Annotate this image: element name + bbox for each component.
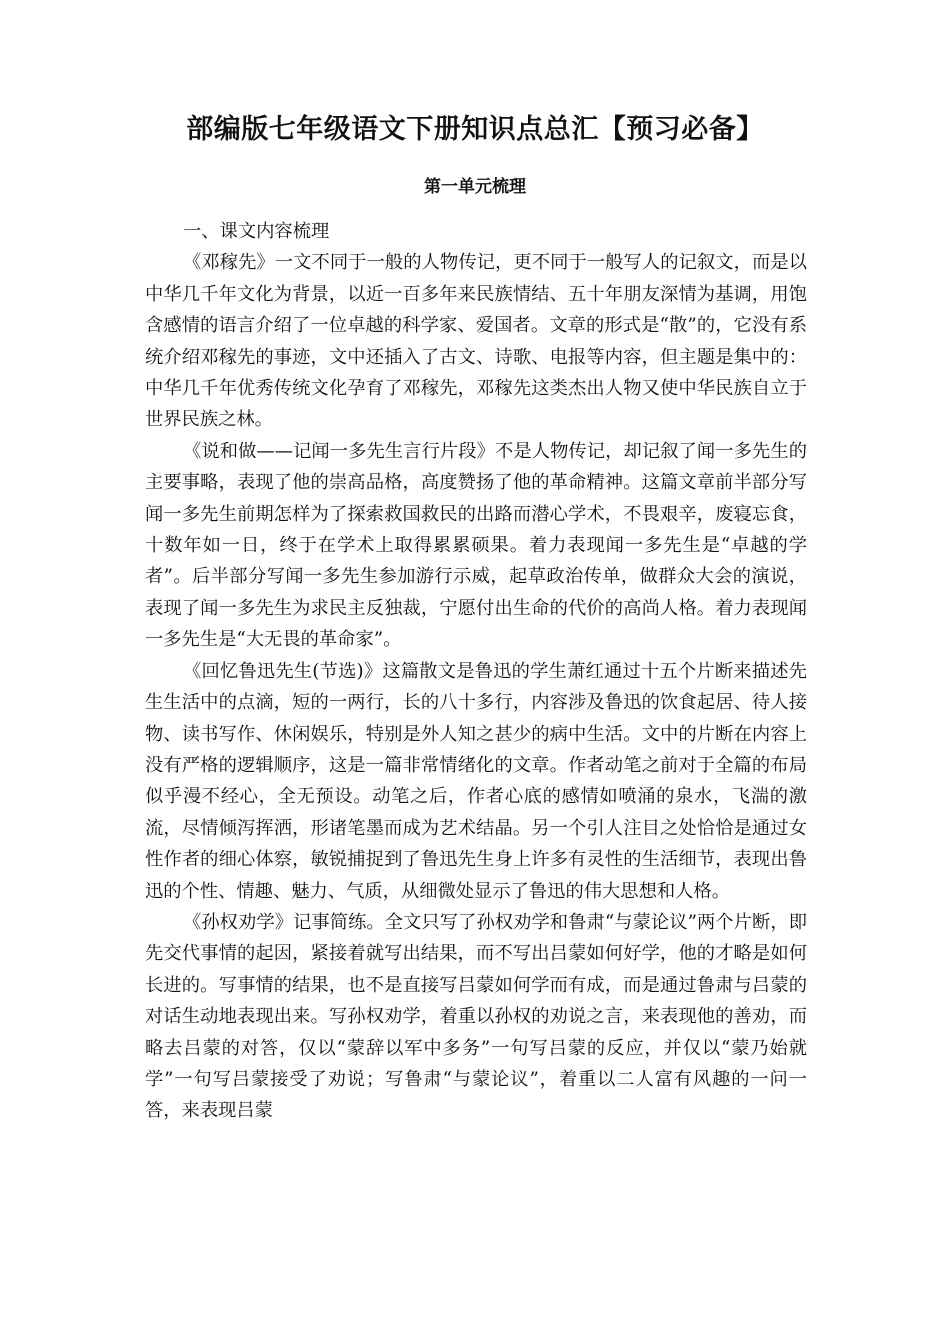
paragraph-sun-quan: 《孙权劝学》记事简练。全文只写了孙权劝学和鲁肃“与蒙论议”两个片断，即先交代事情的起因，紧接着就写出结果，而不写出吕蒙如何好学，他的才略是如何长进的。写事情的结果，也不是直接写吕蒙如何学而有成，而是通过鲁肃与吕蒙的对话生动地表现出来。写孙权劝学，着重以孙权的劝说之言，来表现他的善劝，而略去吕蒙的对答，仅以“蒙辞以军中多务”一句写吕蒙的反应，并仅以“蒙乃始就学”一句写吕蒙接受了劝说；写鲁肃“与蒙论议”，着重以二人富有风趣的一问一答，来表现吕蒙 (145, 911, 807, 1122)
paragraph-wen-yiduo: 《说和做——记闻一多先生言行片段》不是人物传记，却记叙了闻一多先生的主要事略，表现了他的崇高品格，高度赞扬了他的革命精神。这篇文章前半部分写闻一多先生前期怎样为了探索救国救民的出路而潜心学术，不畏艰辛，废寝忘食，十数年如一日，终于在学术上取得累累硕果。着力表现闻一多先生是“卓越的学者”。后半部分写闻一多先生参加游行示威，起草政治传单，做群众大会的演说，表现了闻一多先生为求民主反独裁，宁愿付出生命的代价的高尚人格。着力表现闻一多先生是“大无畏的革命家”。 (145, 440, 807, 651)
paragraph-lu-xun: 《回忆鲁迅先生(节选)》这篇散文是鲁迅的学生萧红通过十五个片断来描述先生生活中的点滴，短的一两行，长的八十多行，内容涉及鲁迅的饮食起居、待人接物、读书写作、休闲娱乐，特别是外人知之甚少的病中生活。文中的片断在内容上没有严格的逻辑顺序，这是一篇非常情绪化的文章。作者动笔之前对于全篇的布局似乎漫不经心，全无预设。动笔之后，作者心底的感情如喷涌的泉水，飞湍的激流，尽情倾泻挥洒，形诸笔墨而成为艺术结晶。另一个引人注目之处恰恰是通过女性作者的细心体察，敏锐捕捉到了鲁迅先生身上许多有灵性的生活细节，表现出鲁迅的个性、情趣、魅力、气质，从细微处显示了鲁迅的伟大思想和人格。 (145, 660, 807, 902)
document-body (145, 216, 807, 1127)
document-title: 部编版七年级语文下册知识点总汇【预习必备】 (186, 114, 764, 145)
paragraph-deng-jiaxian: 《邓稼先》一文不同于一般的人物传记，更不同于一般写人的记叙文，而是以中华几千年文化为背景，以近一百多年来民族情结、五十年朋友深情为基调，用饱含感情的语言介绍了一位卓越的科学家、爱国者。文章的形式是“散”的，它没有系统介绍邓稼先的事迹，文中还插入了古文、诗歌、电报等内容，但主题是集中的：中华几千年优秀传统文化孕育了邓稼先，邓稼先这类杰出人物又使中华民族自立于世界民族之林。 (145, 252, 807, 431)
section-title: 第一单元梳理 (424, 177, 526, 197)
subsection-heading: 一、课文内容梳理 (183, 221, 330, 242)
